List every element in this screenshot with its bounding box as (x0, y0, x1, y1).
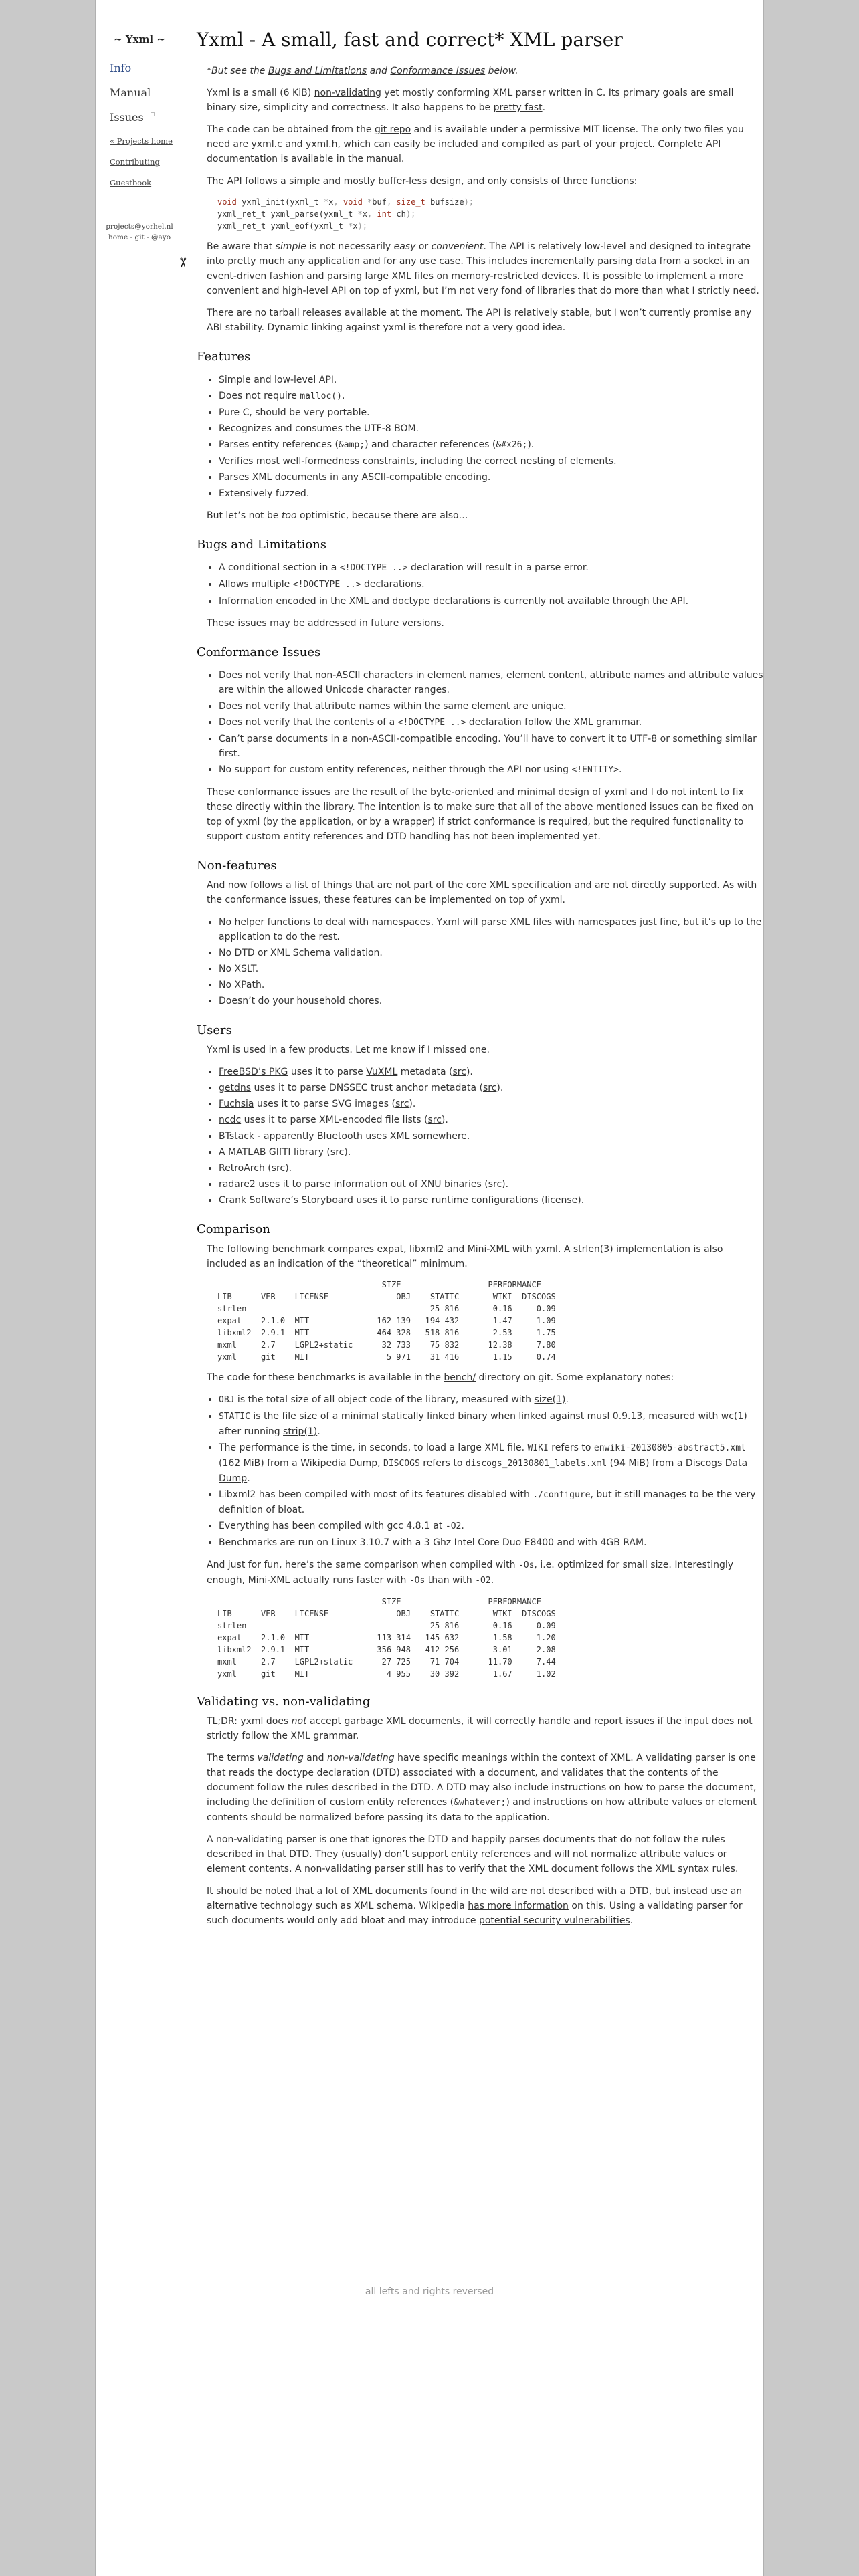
list-item: • Benchmarks are run on Linux 3.10.7 with a 3 Ghz Intel Core Duo E8400 and with 4GB RAM. (219, 1535, 764, 1550)
column-header: LICENSE (294, 1609, 329, 1618)
table-cell: 2.53 (492, 1328, 512, 1337)
code-line: yxml_ret_t yxml_eof(yxml_t *x); (217, 221, 367, 231)
inline-code: OBJ (219, 1395, 235, 1405)
table-cell: 1.75 (536, 1328, 556, 1337)
link[interactable]: src (271, 1163, 286, 1174)
column-header: VER (261, 1292, 276, 1301)
link[interactable]: license (545, 1195, 578, 1206)
table-cell: 1.09 (536, 1316, 556, 1325)
column-header: WIKI (492, 1609, 512, 1618)
column-header: LIB (217, 1292, 232, 1301)
link[interactable]: wc(1) (721, 1411, 747, 1422)
list-item: • radare2 uses it to parse information out of XNU binaries (src). (219, 1177, 764, 1192)
code-keyword: void (217, 197, 237, 207)
list-item: • The performance is the time, in seconds, to load a large XML file. WIKI refers to enwiki-20130805-abstract5.xml (162 MiB) from a Wikipedia Dump, DISCOGS refers to discogs_20130801_labels.xml (94 MiB) from a Discogs Data Dump. (219, 1440, 764, 1486)
list-item: • Does not verify that the contents of a <!DOCTYPE ..> declaration follow the XML grammar. (219, 715, 764, 730)
paragraph: Yxml is used in a few products. Let me know if I missed one. (207, 1045, 490, 1055)
link[interactable]: yxml.c (251, 139, 282, 150)
link[interactable]: getdns (219, 1083, 252, 1093)
benchmark-table (207, 1279, 764, 1363)
sections (197, 349, 764, 1928)
intro (197, 64, 764, 335)
column-header: OBJ (396, 1609, 411, 1618)
list-item: • Recognizes and consumes the UTF-8 BOM. (219, 421, 764, 436)
code-punct: , (333, 197, 339, 207)
list-item: • Verifies most well-formedness constraints, including the correct nesting of elements. (219, 454, 764, 469)
table-cell: 32 733 (381, 1340, 411, 1350)
table-cell: 3.01 (492, 1645, 512, 1654)
list-item: • No DTD or XML Schema validation. (219, 946, 764, 960)
link[interactable]: Bugs and Limitations (268, 66, 367, 76)
table-cell: LGPL2+static (294, 1657, 353, 1667)
spacer (217, 1596, 353, 1608)
code-punct: ); (405, 209, 416, 219)
list-item: • Fuchsia uses it to parse SVG images (src). (219, 1097, 764, 1111)
code-keyword: size_t (396, 197, 425, 207)
table-cell: 0.16 (492, 1621, 512, 1630)
table-cell: MIT (294, 1633, 310, 1642)
emphasis: easy (393, 241, 416, 252)
link[interactable]: has more information (468, 1901, 569, 1911)
table-cell: MIT (294, 1669, 310, 1679)
list-item: • Pure C, should be very portable. (219, 405, 764, 420)
section-heading: Features (197, 350, 251, 364)
table-cell: expat (217, 1316, 242, 1325)
inline-code: <!ENTITY> (571, 765, 619, 775)
table-cell: 412 256 (425, 1645, 460, 1654)
paragraph: TL;DR: yxml does not accept garbage XML documents, it will correctly handle and report issues if the input does not strictly follow the XML grammar. (207, 1716, 753, 1741)
table-cell: MIT (294, 1328, 310, 1337)
paragraph: But let’s not be too optimistic, because there are also… (207, 510, 468, 521)
list-item: • Allows multiple <!DOCTYPE ..> declarations. (219, 577, 764, 593)
link[interactable]: src (395, 1099, 409, 1109)
code-punct: * (323, 197, 329, 207)
spacer (411, 1596, 459, 1608)
column-header: OBJ (396, 1292, 411, 1301)
table-cell: 30 392 (430, 1669, 460, 1679)
table-cell: mxml (217, 1340, 237, 1350)
emphasis: validating (257, 1753, 304, 1763)
table-cell: yxml (217, 1352, 237, 1362)
list-item: • Parses XML documents in any ASCII-compatible encoding. (219, 470, 764, 485)
table-cell: 71 704 (430, 1657, 460, 1667)
table-cell: git (261, 1669, 276, 1679)
link[interactable]: radare2 (219, 1179, 256, 1190)
table-cell: git (261, 1352, 276, 1362)
link[interactable]: Crank Software’s Storyboard (219, 1195, 353, 1206)
table-cell: 1.20 (536, 1633, 556, 1642)
paragraph: The code for these benchmarks is available in the bench/ directory on git. Some explanatory notes: (207, 1372, 674, 1383)
group-header-performance: PERFORMANCE (488, 1280, 542, 1289)
table-cell: 1.47 (492, 1316, 512, 1325)
inline-code: <!DOCTYPE ..> (292, 580, 361, 590)
paragraph: These issues may be addressed in future versions. (207, 618, 444, 629)
table-cell: 1.58 (492, 1633, 512, 1642)
column-header: DISCOGS (522, 1292, 556, 1301)
link-ayo[interactable]: @ayo (151, 233, 171, 241)
list-item: • OBJ is the total size of all object code of the library, measured with size(1). (219, 1392, 764, 1408)
table-cell (295, 1620, 353, 1632)
list-item: • Can’t parse documents in a non-ASCII-compatible encoding. You’ll have to convert it to UTF-8 or something similar first. (219, 732, 764, 761)
list-item: • Extensively fuzzed. (219, 486, 764, 501)
emphasis: non-validating (326, 1753, 395, 1763)
section-heading: Conformance Issues (197, 645, 321, 659)
table-cell: 25 816 (430, 1304, 460, 1313)
paragraph: Be aware that simple is not necessarily easy or convenient. The API is relatively low-level and designed to integrate into pretty much any application and for any use case. This includes incrementally parsing data from a socket in an event-driven fashion and parsing large XML files on memory-restricted devices. It is possible to implement a more convenient and high-level API on top of yxml, but I’m not very fond of libraries that do more than what I strictly need. (207, 241, 759, 296)
list-item: • Crank Software’s Storyboard uses it to parse runtime configurations (license). (219, 1193, 764, 1208)
link[interactable]: potential security vulnerabilities (478, 1915, 630, 1926)
inline-code: &#x26; (496, 440, 528, 450)
table-cell: LGPL2+static (294, 1340, 353, 1350)
inline-code: -Os (409, 1576, 425, 1586)
inline-code: -O2 (445, 1521, 462, 1531)
column-header: LICENSE (294, 1292, 329, 1301)
list-item: • Everything has been compiled with gcc 4.8.1 at -O2. (219, 1519, 764, 1534)
nav-info[interactable]: Info (110, 62, 132, 74)
paragraph: A non-validating parser is one that ignores the DTD and happily parses documents that do not follow the rules described in that DTD. They (usually) don’t support entity references and will not normalize attribute values or element contents. A non-validating parser still has to verify that the XML document follows the XML syntax rules. (207, 1834, 739, 1874)
link-home[interactable]: home (108, 233, 128, 241)
table-cell: MIT (294, 1645, 310, 1654)
separator: - (144, 233, 152, 241)
table-cell: 194 432 (425, 1316, 460, 1325)
table-cell: 1.15 (492, 1352, 512, 1362)
list-item: • Simple and low-level API. (219, 372, 764, 387)
table-cell: strlen (217, 1621, 247, 1630)
inline-code: -Os (518, 1560, 535, 1570)
paragraph: These conformance issues are the result of the byte-oriented and minimal design of yxml and I do not intent to fix these directly within the library. The intention is to make sure that all of the above mentioned issues can be fixed on top of yxml (by the application, or by a wrapper) if strict conformance is required, but the required functionality to support custom entity references and DTD handling has not been implemented yet. (207, 787, 754, 842)
table-cell: 0.09 (536, 1621, 556, 1630)
table-cell: yxml (217, 1669, 237, 1679)
footer-text: all lefts and rights reversed (365, 2286, 494, 2297)
link[interactable]: pretty fast (493, 102, 543, 113)
list-item: • Does not require malloc(). (219, 389, 764, 404)
external-link-icon (147, 114, 153, 120)
link[interactable]: BTstack (219, 1131, 255, 1142)
table-cell: libxml2 (217, 1328, 252, 1337)
link[interactable]: Wikipedia Dump (300, 1458, 378, 1469)
table-cell: 356 948 (377, 1645, 411, 1654)
table-cell: MIT (294, 1352, 310, 1362)
table-cell: 113 314 (377, 1633, 411, 1642)
table-cell: 31 416 (430, 1352, 460, 1362)
group-header-performance: PERFORMANCE (488, 1597, 542, 1606)
table-cell: 2.7 (261, 1340, 276, 1350)
nav-guestbook[interactable]: Guestbook (110, 178, 152, 187)
table-cell: expat (217, 1633, 242, 1642)
emphasis: simple (275, 241, 306, 252)
nav-issues-label: Issues (110, 111, 144, 124)
list-item: • No helper functions to deal with namespaces. Yxml will parse XML files with namespaces just fine, but it’s up to the application to do the rest. (219, 915, 764, 944)
section-heading: Validating vs. non-validating (197, 1695, 371, 1709)
link[interactable]: Mini-XML (467, 1244, 510, 1255)
contact-email[interactable]: projects@yorhel.nl (106, 223, 173, 231)
paragraph: The code can be obtained from the git repo and is available under a permissive MIT license. The only two files you need are yxml.c and yxml.h, which can easily be included and compiled as part of your project. Complete API documentation is available in the manual. (207, 124, 744, 165)
table-cell (261, 1303, 295, 1315)
paragraph: *But see the Bugs and Limitations and Conformance Issues below. (207, 66, 518, 76)
bullet-list (207, 668, 764, 778)
table-cell: 2.9.1 (261, 1645, 286, 1654)
bullet-list (207, 915, 764, 1008)
table-cell: 12.38 (488, 1340, 512, 1350)
footer (96, 2285, 763, 2298)
link[interactable]: size(1) (534, 1394, 566, 1405)
table-cell: 27 725 (381, 1657, 411, 1667)
table-cell: 2.08 (536, 1645, 556, 1654)
table-cell: 7.44 (536, 1657, 556, 1667)
bullet-list (207, 1392, 764, 1550)
link[interactable]: src (452, 1067, 466, 1077)
section-heading: Users (197, 1023, 232, 1037)
table-cell: 2.9.1 (261, 1328, 286, 1337)
page-title: Yxml - A small, fast and correct* XML parser (197, 29, 623, 51)
code-punct: ); (357, 221, 367, 231)
inline-code: enwiki-20130805-abstract5.xml (593, 1443, 746, 1453)
table-cell (353, 1303, 411, 1315)
code-punct: , (386, 197, 392, 207)
paragraph: Yxml is a small (6 KiB) non-validating yet mostly conforming XML parser written in C. Its primary goals are small binary size, simplicity and correctness. It also happens to be pretty fast. (207, 88, 734, 113)
inline-code: malloc() (300, 391, 342, 401)
table-cell: 5 971 (386, 1352, 411, 1362)
link[interactable]: expat (377, 1244, 404, 1255)
list-item: • No XSLT. (219, 962, 764, 976)
table-cell: libxml2 (217, 1645, 252, 1654)
link[interactable]: libxml2 (409, 1244, 444, 1255)
code-keyword: int (377, 209, 392, 219)
inline-code: -O2 (475, 1576, 491, 1586)
link[interactable]: src (488, 1179, 502, 1190)
link[interactable]: Conformance Issues (390, 66, 486, 76)
nav-manual[interactable]: Manual (110, 86, 151, 99)
paragraph: The terms validating and non-validating have specific meanings within the context of XML. A validating parser is one that reads the doctype declaration (DTD) associated with a document, and validates that the contents of the document follow the rules described in the DTD. A DTD may also include instructions on how to parse the document, including the definition of custom entity references (&whatever;) and instructions on how attribute values or element contents should be normalized before passing its data to the application. (207, 1753, 757, 1823)
link[interactable]: Discogs Data Dump (219, 1458, 748, 1484)
table-cell: 162 139 (377, 1316, 411, 1325)
link[interactable]: FreeBSD’s PKG (219, 1067, 288, 1077)
separator: - (128, 233, 135, 241)
list-item: • RetroArch (src). (219, 1161, 764, 1176)
spacer (217, 1279, 353, 1291)
inline-code: <!DOCTYPE ..> (339, 563, 408, 573)
list-item: • No support for custom entity references, neither through the API nor using <!ENTITY>. (219, 762, 764, 778)
table-cell: 145 632 (425, 1633, 460, 1642)
table-cell: 1.02 (536, 1669, 556, 1679)
inline-code: STATIC (219, 1412, 250, 1422)
table-cell: mxml (217, 1657, 237, 1667)
list-item: • A conditional section in a <!DOCTYPE ..> declaration will result in a parse error. (219, 560, 764, 576)
code-punct: * (357, 209, 363, 219)
table-cell: 518 816 (425, 1328, 460, 1337)
sidebar (96, 0, 191, 269)
paragraph: And now follows a list of things that are not part of the core XML specification and are not directly supported. As with the conformance issues, these features can be implemented on top of yxml. (207, 880, 757, 905)
list-item: • Parses entity references (&amp;) and character references (&#x26;). (219, 437, 764, 453)
paragraph: And just for fun, here’s the same comparison when compiled with -Os, i.e. optimized for small size. Interestingly enough, Mini-XML actually runs faster with -Os than with -O2. (207, 1560, 734, 1586)
column-header: STATIC (430, 1609, 460, 1618)
contact-links (96, 233, 183, 241)
link[interactable]: musl (587, 1411, 610, 1422)
code-punct: * (348, 221, 353, 231)
list-item: • STATIC is the file size of a minimal statically linked binary when linked against musl 0.9.13, measured with wc(1) after running strip(1). (219, 1409, 764, 1439)
column-header: WIKI (492, 1292, 512, 1301)
table-cell: 2.1.0 (261, 1316, 286, 1325)
benchmark-table (207, 1596, 764, 1680)
code-line: yxml_ret_t yxml_parse(yxml_t *x, int ch); (217, 209, 416, 219)
bullet-list (207, 560, 764, 609)
link[interactable]: strip(1) (283, 1426, 318, 1437)
inline-code: DISCOGS (383, 1459, 420, 1469)
code-punct: ); (464, 197, 474, 207)
column-header: LIB (217, 1609, 232, 1618)
paragraph: There are no tarball releases available at the moment. The API is relatively stable, but I won’t currently promise any ABI stability. Dynamic linking against yxml is therefore not a very good idea. (207, 308, 752, 333)
emphasis: not (291, 1716, 307, 1727)
section-heading: Non-features (197, 859, 277, 873)
table-cell: 464 328 (377, 1328, 411, 1337)
section-heading: Comparison (197, 1222, 270, 1237)
column-header: STATIC (430, 1292, 460, 1301)
table-cell (295, 1303, 353, 1315)
link[interactable]: src (482, 1083, 497, 1093)
page (95, 0, 764, 2576)
list-item: • Information encoded in the XML and doctype declarations is currently not available through the API. (219, 594, 764, 609)
table-cell: 7.80 (536, 1340, 556, 1350)
paragraph: The following benchmark compares expat, libxml2 and Mini-XML with yxml. A strlen(3) implementation is also included as an indication of the “theoretical” minimum. (207, 1244, 723, 1269)
list-item: • Does not verify that non-ASCII characters in element names, element content, attribute names and attribute values are within the allowed Unicode character ranges. (219, 668, 764, 697)
list-item: • Libxml2 has been compiled with most of its features disabled with ./configure, but it still manages to be the very definition of bloat. (219, 1487, 764, 1517)
table-cell: strlen (217, 1304, 247, 1313)
nav-contributing[interactable]: Contributing (110, 157, 160, 167)
column-header: DISCOGS (522, 1609, 556, 1618)
link[interactable]: the manual (347, 154, 401, 165)
code-line: void yxml_init(yxml_t *x, void *buf, size_t bufsize); (217, 197, 474, 207)
inline-code: &whatever; (454, 1798, 506, 1808)
link[interactable]: non-validating (314, 88, 381, 98)
paragraph: It should be noted that a lot of XML documents found in the wild are not described with a DTD, but instead use an alternative technology such as XML schema. Wikipedia has more information on this. Using a validating parser for such documents would only add bloat and may introduce potential security vulnerabilities. (207, 1886, 743, 1926)
link[interactable]: RetroArch (219, 1163, 265, 1174)
table-cell: 0.16 (492, 1304, 512, 1313)
paragraph: The API follows a simple and mostly buffer-less design, and only consists of three functions: (207, 176, 638, 187)
table-cell: 25 816 (430, 1621, 460, 1630)
list-item: • ncdc uses it to parse XML-encoded file lists (src). (219, 1113, 764, 1128)
list-item: • No XPath. (219, 978, 764, 992)
inline-code: ./configure (533, 1490, 591, 1500)
bullet-list (207, 372, 764, 501)
spacer (411, 1279, 459, 1291)
link[interactable]: yxml.h (306, 139, 338, 150)
table-cell: 0.09 (536, 1304, 556, 1313)
list-item: • getdns uses it to parse DNSSEC trust anchor metadata (src). (219, 1081, 764, 1095)
list-item: • A MATLAB GIfTI library (src). (219, 1145, 764, 1160)
link[interactable]: ncdc (219, 1115, 242, 1125)
table-cell: 11.70 (488, 1657, 512, 1667)
link-git[interactable]: git (134, 233, 145, 241)
emphasis: convenient (431, 241, 484, 252)
bullet-list (207, 1065, 764, 1208)
code-keyword: void (343, 197, 363, 207)
link[interactable]: strlen(3) (573, 1244, 613, 1255)
scissors-icon: ✂ (175, 257, 191, 269)
list-item: • Doesn’t do your household chores. (219, 994, 764, 1008)
table-cell (353, 1620, 411, 1632)
table-cell: 2.7 (261, 1657, 276, 1667)
link[interactable]: bench/ (444, 1372, 476, 1383)
inline-code: discogs_20130801_labels.xml (465, 1459, 607, 1469)
list-item: • FreeBSD’s PKG uses it to parse VuXML metadata (src). (219, 1065, 764, 1079)
table-cell (261, 1620, 295, 1632)
list-item: • BTstack - apparently Bluetooth uses XML somewhere. (219, 1129, 764, 1144)
inline-code: WIKI (527, 1443, 549, 1453)
main-content (197, 24, 764, 1935)
inline-code: <!DOCTYPE ..> (397, 718, 466, 728)
link[interactable]: git repo (374, 124, 411, 135)
link[interactable]: VuXML (366, 1067, 398, 1077)
column-header: VER (261, 1609, 276, 1618)
group-header-size: SIZE (381, 1597, 401, 1606)
emphasis: too (281, 510, 297, 521)
table-cell: 1.67 (492, 1669, 512, 1679)
group-header-size: SIZE (381, 1280, 401, 1289)
inline-code: &amp; (338, 440, 365, 450)
link[interactable]: src (330, 1147, 345, 1158)
code-punct: , (367, 209, 373, 219)
section-heading: Bugs and Limitations (197, 538, 327, 552)
table-cell: MIT (294, 1316, 310, 1325)
table-cell: 2.1.0 (261, 1633, 286, 1642)
nav-projects-home[interactable]: « Projects home (110, 136, 173, 146)
link[interactable]: A MATLAB GIfTI library (219, 1147, 324, 1158)
table-cell: 4 955 (386, 1669, 411, 1679)
list-item: • Does not verify that attribute names within the same element are unique. (219, 699, 764, 714)
table-cell: 75 832 (430, 1340, 460, 1350)
link[interactable]: Fuchsia (219, 1099, 254, 1109)
code-block (207, 196, 764, 232)
table-cell: 0.74 (536, 1352, 556, 1362)
link[interactable]: src (427, 1115, 442, 1125)
site-title: ~ Yxml ~ (114, 33, 165, 45)
code-punct: * (367, 197, 373, 207)
nav-issues[interactable] (110, 111, 153, 124)
